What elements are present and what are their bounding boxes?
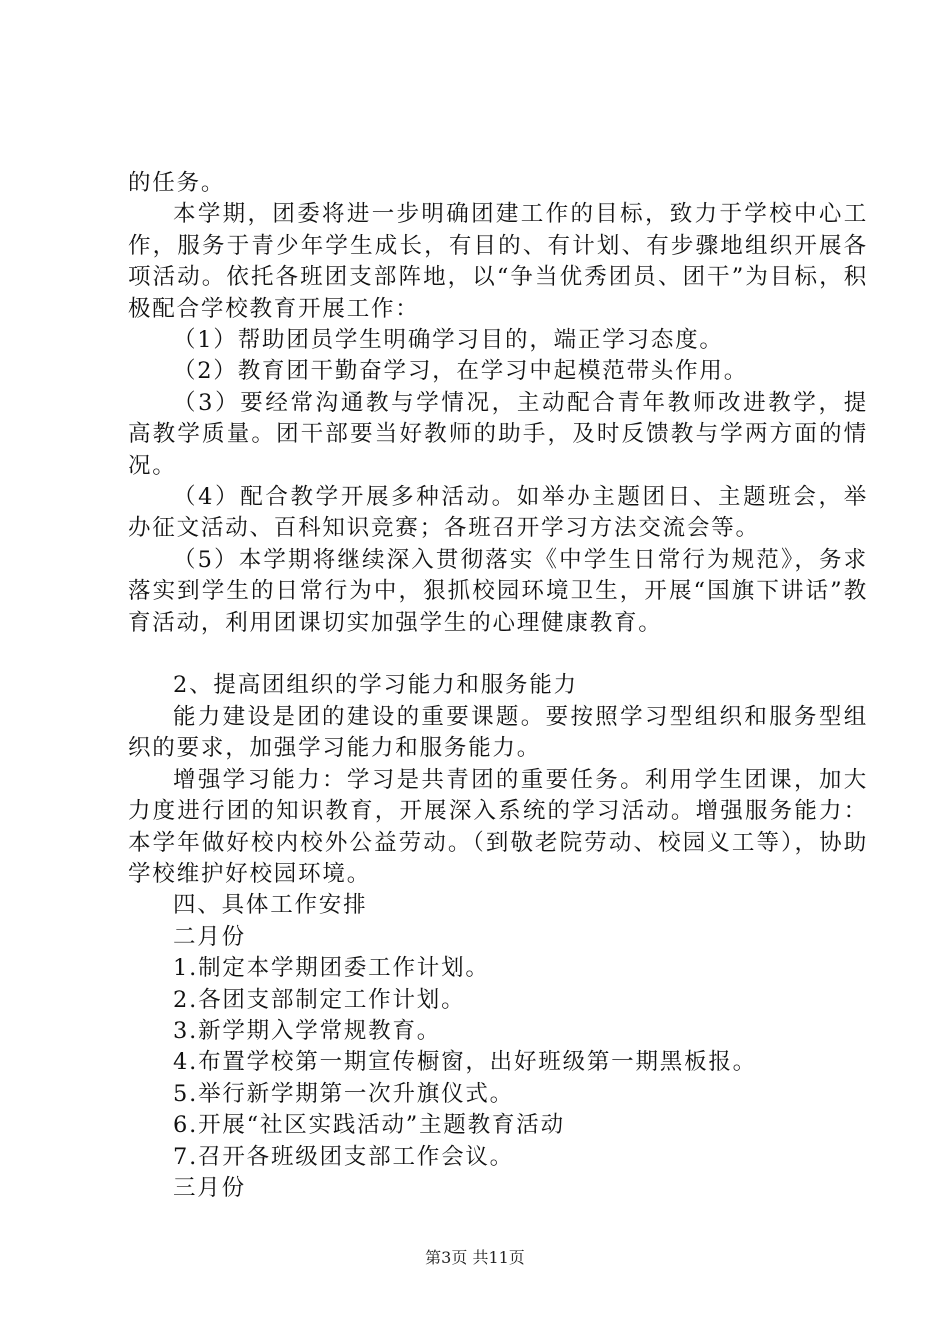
list-item: 4.布置学校第一期宣传橱窗，出好班级第一期黑板报。 bbox=[173, 1049, 757, 1076]
paragraph: （1）帮助团员学生明确学习目的，端正学习态度。 bbox=[173, 327, 724, 354]
list-item: 3.新学期入学常规教育。 bbox=[173, 1017, 442, 1044]
month-heading: 二月份 bbox=[173, 923, 246, 950]
list-item: 1.制定本学期团委工作计划。 bbox=[173, 955, 490, 982]
paragraph: （4）配合教学开展多种活动。如举办主题团日、主题班会，举办征文活动、百科知识竞赛；各班召开学习方法交流会等。 bbox=[128, 484, 868, 542]
paragraph: （3）要经常沟通教与学情况，主动配合青年教师改进教学，提高教学质量。团干部要当好教师的助手，及时反馈教与学两方面的情况。 bbox=[128, 389, 868, 479]
paragraph: 增强学习能力：学习是共青团的重要任务。利用学生团课，加大力度进行团的知识教育，开展深入系统的学习活动。增强服务能力：本学年做好校内校外公益劳动。（到敬老院劳动、校园义工等），协助学校维护好校园环境。 bbox=[128, 766, 868, 887]
body-text bbox=[128, 168, 868, 1204]
list-item: 2.各团支部制定工作计划。 bbox=[173, 986, 466, 1013]
list-item: 7.召开各班级团支部工作会议。 bbox=[173, 1143, 514, 1170]
list-item: 5.举行新学期第一次升旗仪式。 bbox=[173, 1080, 514, 1107]
paragraph: 本学期，团委将进一步明确团建工作的目标，致力于学校中心工作，服务于青少年学生成长，有目的、有计划、有步骤地组织开展各项活动。依托各班团支部阵地，以“争当优秀团员、团干”为目标，积极配合学校教育开展工作： bbox=[128, 201, 868, 322]
paragraph: 的任务。 bbox=[128, 170, 226, 196]
month-heading: 三月份 bbox=[173, 1174, 246, 1201]
paragraph: 能力建设是团的建设的重要课题。要按照学习型组织和服务型组织的要求，加强学习能力和服务能力。 bbox=[128, 703, 868, 762]
page-number: 第3页 共11页 bbox=[425, 1248, 525, 1267]
list-item: 6.开展“社区实践活动”主题教育活动 bbox=[173, 1112, 565, 1139]
paragraph: （5）本学期将继续深入贯彻落实《中学生日常行为规范》，务求落实到学生的日常行为中，狠抓校园环境卫生，开展“国旗下讲话”教育活动，利用团课切实加强学生的心理健康教育。 bbox=[128, 546, 868, 636]
section-heading: 2、提高团组织的学习能力和服务能力 bbox=[173, 672, 578, 699]
paragraph: （2）教育团干勤奋学习，在学习中起模范带头作用。 bbox=[173, 358, 749, 385]
section-heading: 四、具体工作安排 bbox=[173, 892, 368, 919]
blank-line bbox=[128, 639, 868, 670]
